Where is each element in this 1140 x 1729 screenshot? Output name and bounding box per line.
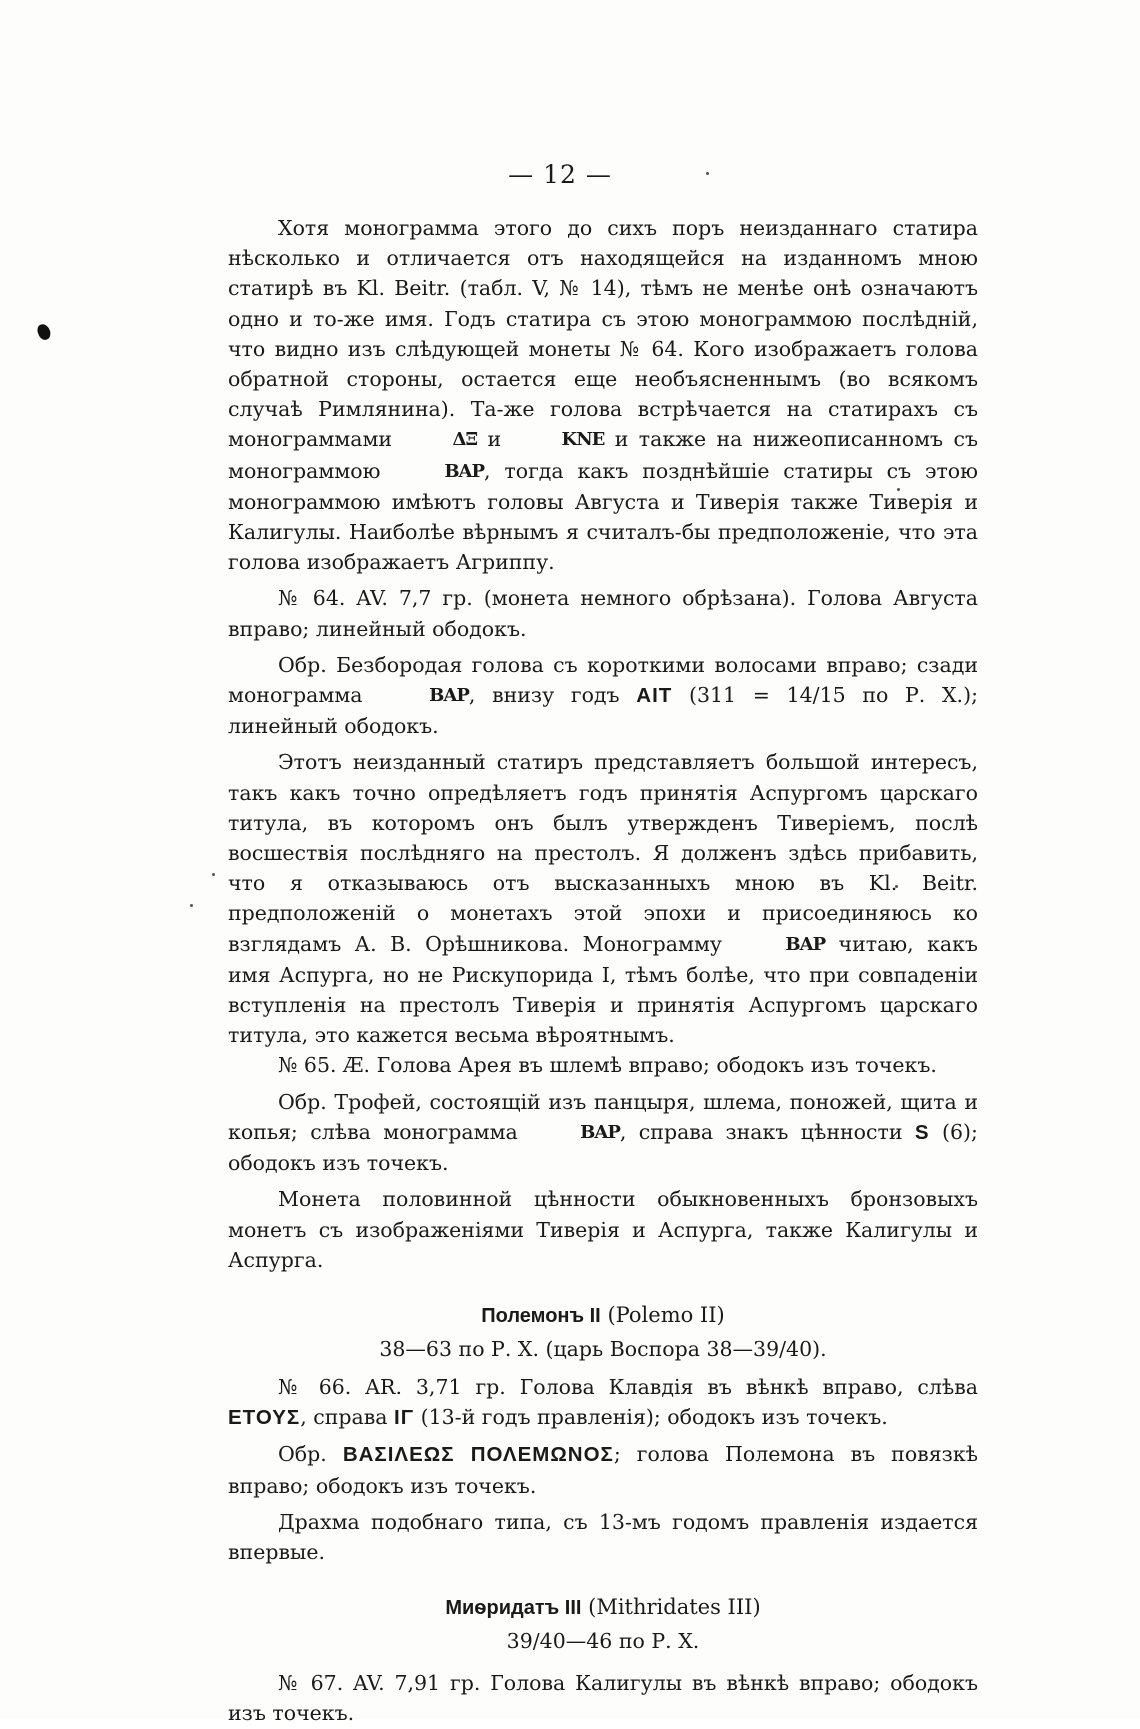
paragraph: Драхма подобнаго типа, съ 13-мъ годомъ правленія издается впервые. bbox=[228, 1509, 978, 1564]
coin-reverse-65: Обр. Трофей, состоящій изъ панцыря, шлема, поножей, щита и копья; слѣва монограмма ΒΑΡ, справа знакъ цѣнности S (6); ободокъ изъ точекъ. bbox=[228, 1089, 978, 1176]
greek-legend: ΕΤΟΥΣ bbox=[228, 1406, 301, 1430]
coin-entry-65: № 65. Æ. Голова Арея въ шлемѣ вправо; ободокъ изъ точекъ. bbox=[278, 1053, 937, 1078]
ruler-latin-name: (Mithridates III) bbox=[588, 1595, 761, 1620]
monogram-icon: ΚΝΕ bbox=[561, 429, 605, 451]
monogram-icon: ΒΑΡ bbox=[785, 933, 826, 955]
coin-reverse-66: Обр. ΒΑΣΙΛΕΩΣ ΠΟΛΕΜΩΝΟΣ; голова Полемона въ повязкѣ вправо; ободокъ изъ точекъ. bbox=[228, 1442, 979, 1498]
greek-legend: ΒΑΣΙΛΕΩΣ ΠΟΛΕΜΩΝΟΣ bbox=[342, 1443, 614, 1467]
monogram-icon: ΒΑΡ bbox=[444, 460, 485, 482]
monogram-icon: ΒΑΡ bbox=[429, 685, 469, 707]
ink-speck bbox=[190, 904, 193, 907]
margin-ink-mark bbox=[36, 322, 53, 341]
coin-entry-67: № 67. AV. 7,91 гр. Голова Калигулы въ вѣнкѣ вправо; ободокъ изъ точекъ. bbox=[228, 1671, 978, 1726]
greek-year-numeral: AIT bbox=[636, 684, 673, 708]
coin-entry-64: № 64. AV. 7,7 гр. (монета немного обрѣзана). Голова Августа вправо; линейный ободокъ. bbox=[228, 586, 978, 641]
ruler-name: Миѳридатъ III bbox=[445, 1597, 582, 1620]
section-heading-polemon bbox=[228, 1299, 978, 1332]
value-sign: S bbox=[914, 1120, 930, 1144]
ink-speck bbox=[212, 873, 215, 876]
coin-reverse-64: Обр. Безбородая голова съ короткими волосами вправо; сзади монограмма ΒΑΡ, внизу годъ AIT (311 = 14/15 по Р. Х.); линейный ободокъ. bbox=[228, 652, 978, 739]
paragraph: Хотя монограмма этого до сихъ поръ неизданнаго статира нѣсколько и отличается отъ находящейся на изданномъ мною статирѣ въ Kl. Beitr. (табл. V, № 14), тѣмъ не менѣе онѣ означаютъ одно и то-же имя. Годъ статира съ этою монограммою послѣдній, что видно изъ слѣдующей монеты № 64. Кого изображаетъ голова обратной стороны, остается еще необъясненнымъ (во всякомъ случаѣ Римлянина). Та-же голова встрѣчается на статирахъ съ монограммами ΔΞ и ΚΝΕ и также на нижеописанномъ съ монограммою ΒΑΡ, тогда какъ позднѣйшіе статиры съ этою монограммою имѣютъ головы Августа и Тиверія также Тиверія и Калигулы. Наиболѣе вѣрнымъ я считалъ-бы предположеніе, что эта голова изображаетъ Агриппу. bbox=[228, 216, 978, 575]
section-heading-mithridates bbox=[228, 1591, 978, 1624]
page-body bbox=[228, 213, 978, 1729]
paragraph: Монета половинной цѣнности обыкновенныхъ бронзовыхъ монетъ съ изображеніями Тиверія и Аспурга, также Калигулы и Аспурга. bbox=[228, 1187, 978, 1272]
ruler-latin-name: (Polemo II) bbox=[607, 1302, 725, 1327]
reign-dates: 38—63 по Р. Х. (царь Воспора 38—39/40). bbox=[379, 1336, 827, 1361]
page-number: — 12 — bbox=[508, 160, 612, 189]
paragraph: Этотъ неизданный статиръ представляетъ большой интересъ, такъ какъ точно опредѣляетъ годъ принятія Аспургомъ царскаго титула, въ которомъ онъ былъ утвержденъ Тиверіемъ, послѣ восшествія послѣдняго на престолъ. Я долженъ здѣсь прибавить, что я отказываюсь отъ высказанныхъ мною въ Kl. Beitr. предположеній о монетахъ этой эпохи и присоединяюсь ко взглядамъ А. В. Орѣшникова. Монограмму ΒΑΡ читаю, какъ имя Аспурга, но не Рискупорида I, тѣмъ болѣе, что при совпаденіи вступленія на престолъ Тиверія и принятія Аспургомъ царскаго титула, это кажется весьма вѣроятнымъ. bbox=[228, 750, 978, 1048]
greek-year-numeral: ΙΓ bbox=[394, 1406, 415, 1430]
monogram-icon: ΒΑΡ bbox=[580, 1121, 620, 1143]
reign-dates: 39/40—46 по Р. Х. bbox=[506, 1629, 700, 1654]
ruler-name: Полемонъ II bbox=[481, 1304, 601, 1327]
coin-entry-66: № 66. AR. 3,71 гр. Голова Клавдія въ вѣнкѣ вправо, слѣва ΕΤΟΥΣ, справа ΙΓ (13-й годъ правленія); ободокъ изъ точекъ. bbox=[228, 1374, 978, 1430]
monogram-icon: ΔΞ bbox=[452, 429, 478, 451]
